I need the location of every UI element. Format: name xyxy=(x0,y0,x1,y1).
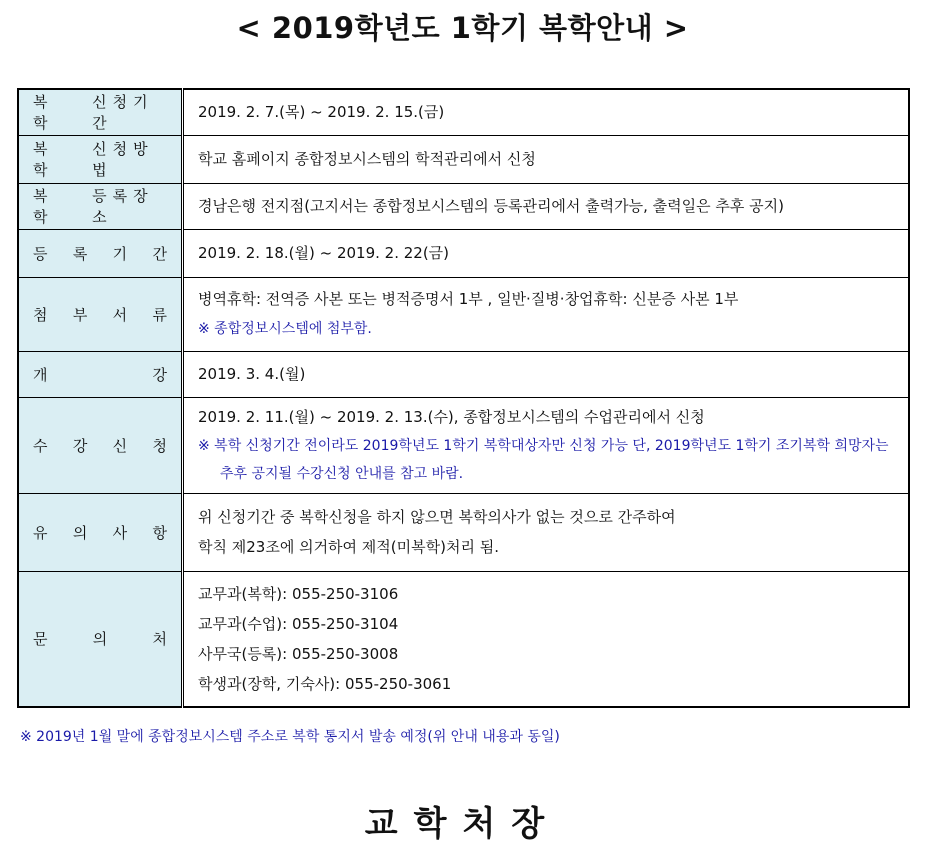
table-row-registration-period xyxy=(18,229,909,277)
row-label-part: 청 xyxy=(152,436,167,455)
row-label-part: 수 xyxy=(33,436,48,455)
info-table xyxy=(17,88,910,708)
row-value-line: 경남은행 전지점(고지서는 종합정보시스템의 등록관리에서 출력가능, 출력일은 추후 공지) xyxy=(198,197,784,215)
row-value xyxy=(183,229,910,277)
row-label-part: 문 xyxy=(33,630,48,649)
table-row-contacts xyxy=(18,571,909,707)
table-row-semester-start xyxy=(18,351,909,397)
row-label xyxy=(18,351,183,397)
row-label-part: 신 xyxy=(112,436,128,455)
page-title: < 2019학년도 1학기 복학안내 > xyxy=(236,11,689,45)
row-value xyxy=(183,89,910,135)
row-value-line: 2019. 3. 4.(월) xyxy=(198,365,306,383)
row-label-part: 간 xyxy=(152,244,167,263)
row-label xyxy=(18,89,183,135)
row-label xyxy=(18,135,183,183)
row-label-part: 강 xyxy=(152,365,167,384)
row-label-part: 부 xyxy=(72,305,88,324)
contact-line: 학생과(장학, 기숙사): 055-250-3061 xyxy=(198,674,452,693)
row-value xyxy=(183,397,910,493)
row-label xyxy=(18,183,183,229)
table-row-application-method xyxy=(18,135,909,183)
row-value-line: 학칙 제23조에 의거하여 제적(미복학)처리 됨. xyxy=(198,538,499,556)
row-note: ※ 복학 신청기간 전이라도 2019학년도 1학기 복학대상자만 신청 가능 단, 2019학년도 1학기 조기복학 희망자는 추후 공지될 수강신청 안내를 참고 바람. xyxy=(198,438,889,482)
row-label xyxy=(18,571,183,707)
contact-line: 교무과(복학): 055-250-3106 xyxy=(198,584,399,603)
table-row-precautions xyxy=(18,493,909,571)
row-value xyxy=(183,277,910,351)
contact-line: 사무국(등록): 055-250-3008 xyxy=(198,644,399,663)
row-label-part: 복학 xyxy=(33,140,56,179)
row-label xyxy=(18,229,183,277)
row-label-part: 첨 xyxy=(33,305,48,324)
row-value-line: 2019. 2. 11.(월) ~ 2019. 2. 13.(수), 종합정보시스템의 수업관리에서 신청 xyxy=(198,408,705,426)
row-label-part: 서 xyxy=(112,305,128,324)
table-row-attachments xyxy=(18,277,909,351)
row-value-line: 학교 홈페이지 종합정보시스템의 학적관리에서 신청 xyxy=(198,150,536,168)
row-label-part: 신청방법 xyxy=(92,140,154,179)
row-label xyxy=(18,277,183,351)
table-row-course-registration xyxy=(18,397,909,493)
row-label-part: 류 xyxy=(152,305,167,324)
row-label-part: 등 xyxy=(33,244,48,263)
row-label-part: 항 xyxy=(152,523,167,542)
row-label-part: 사 xyxy=(112,523,128,542)
row-label-part: 유 xyxy=(33,523,48,542)
row-label-part: 개 xyxy=(33,365,48,384)
row-label-part: 복학 xyxy=(33,187,56,226)
table-row-registration-place xyxy=(18,183,909,229)
row-value-line: 2019. 2. 7.(목) ~ 2019. 2. 15.(금) xyxy=(198,103,445,122)
row-label-part: 신청기간 xyxy=(92,93,154,133)
row-note: ※ 종합정보시스템에 첨부함. xyxy=(198,321,372,337)
row-value xyxy=(183,493,910,571)
row-label-part: 강 xyxy=(72,436,88,455)
row-value xyxy=(183,571,910,707)
row-label-part: 처 xyxy=(152,630,167,649)
row-label-part: 등록장소 xyxy=(92,187,154,226)
row-label-part: 복학 xyxy=(33,93,56,133)
row-value-line: 병역휴학: 전역증 사본 또는 병적증명서 1부 , 일반·질병·창업휴학: 신분증 사본 1부 xyxy=(198,290,739,308)
table-row-application-period xyxy=(18,89,909,135)
row-label-part: 의 xyxy=(92,630,108,649)
signature: 교학처장 xyxy=(364,804,561,844)
footer-note: ※ 2019년 1월 말에 종합정보시스템 주소로 복학 통지서 발송 예정(위 안내 내용과 동일) xyxy=(20,729,560,745)
row-label xyxy=(18,397,183,493)
row-label xyxy=(18,493,183,571)
row-value-line: 2019. 2. 18.(월) ~ 2019. 2. 22(금) xyxy=(198,244,450,262)
row-label-part: 록 xyxy=(72,244,88,263)
row-value-line: 위 신청기간 중 복학신청을 하지 않으면 복학의사가 없는 것으로 간주하여 xyxy=(198,508,676,526)
row-value xyxy=(183,351,910,397)
contact-line: 교무과(수업): 055-250-3104 xyxy=(198,614,399,633)
row-value xyxy=(183,135,910,183)
row-label-part: 의 xyxy=(72,523,88,542)
row-value xyxy=(183,183,910,229)
row-label-part: 기 xyxy=(112,244,128,263)
